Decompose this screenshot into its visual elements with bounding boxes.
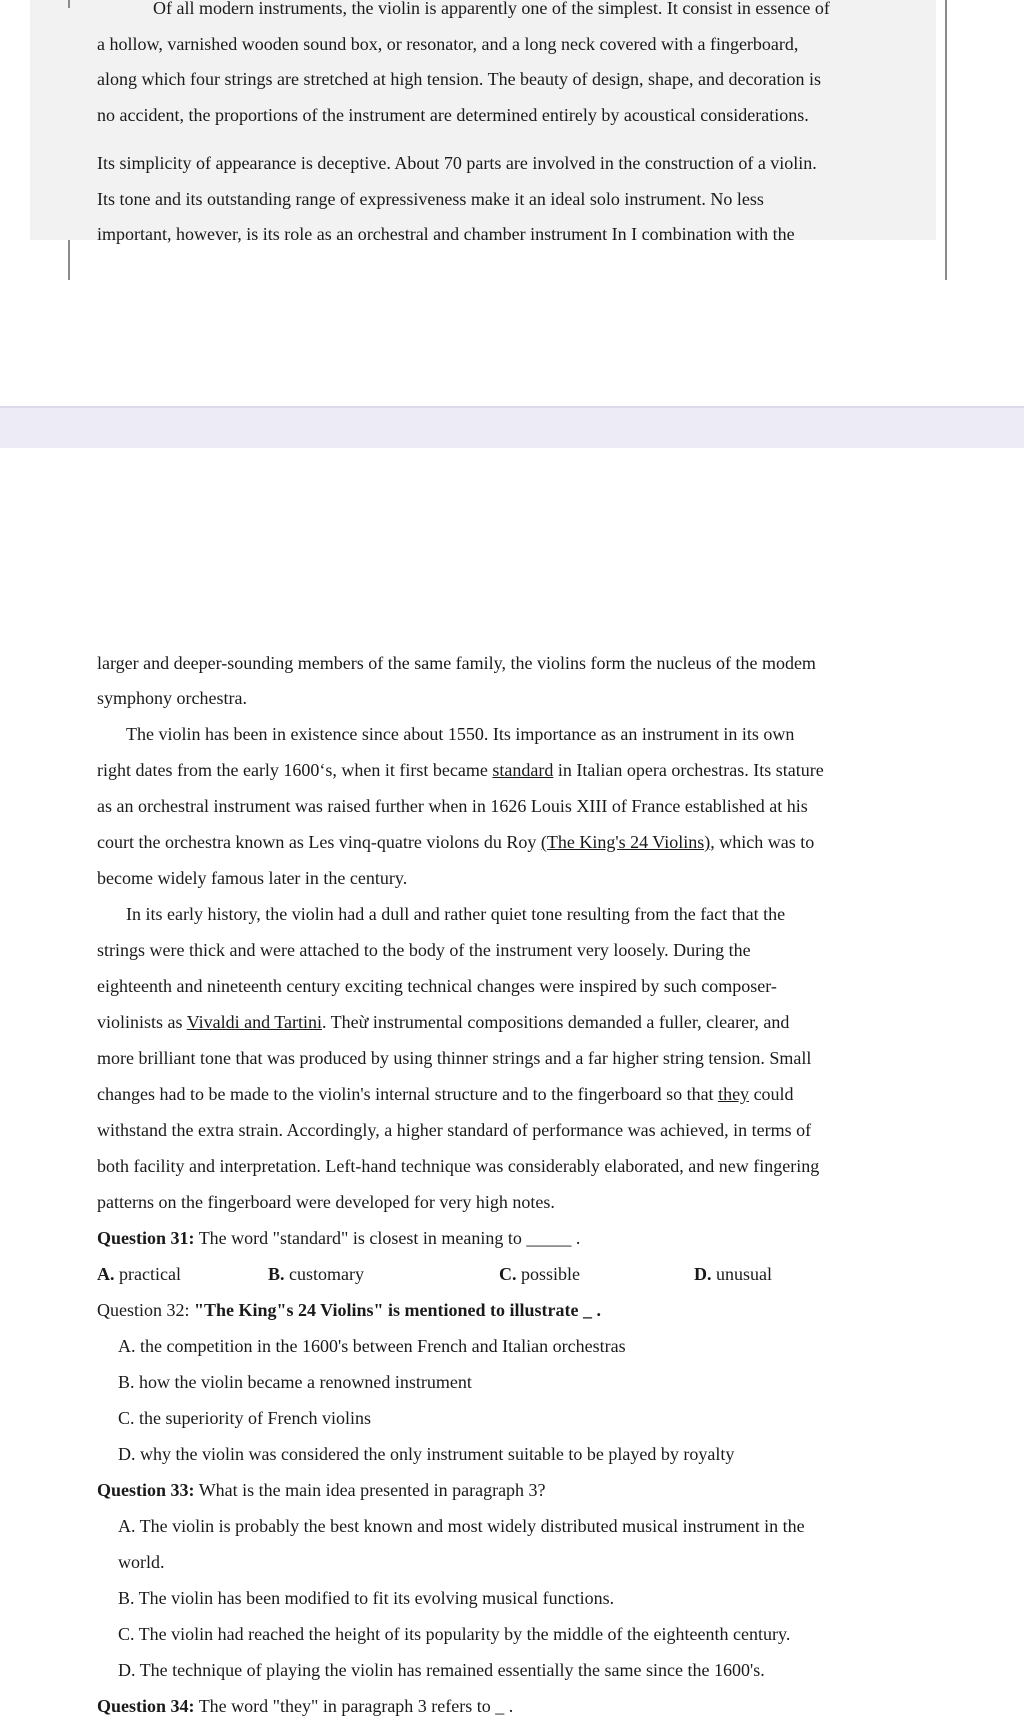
passage-line: Of all modern instruments, the violin is apparently one of the simplest. It consist in essence of xyxy=(153,0,830,18)
q31-option-d[interactable]: D. unusual xyxy=(694,1264,772,1284)
frame-rule xyxy=(68,240,70,280)
q32-option-c[interactable]: C. the superiority of French violins xyxy=(118,1408,371,1428)
passage-line: more brilliant tone that was produced by using thinner strings and a far higher string tension. Small xyxy=(97,1048,812,1068)
passage-line: violinists as Vivaldi and Tartini. Theừ instrumental compositions demanded a fuller, clearer, and xyxy=(97,1012,790,1032)
passage-line: important, however, is its role as an orchestral and chamber instrument In I combination with the xyxy=(97,224,795,244)
passage-line: a hollow, varnished wooden sound box, or resonator, and a long neck covered with a fingerboard, xyxy=(97,34,799,54)
passage-line: changes had to be made to the violin's internal structure and to the fingerboard so that they could xyxy=(97,1084,794,1104)
underlined-phrase-kings-violins: (The King's 24 Violins) xyxy=(540,832,711,852)
q31-option-c[interactable]: C. possible xyxy=(499,1264,581,1284)
passage-line: as an orchestral instrument was raised further when in 1626 Louis XIII of France established at his xyxy=(97,796,808,816)
q33-option-d[interactable]: D. The technique of playing the violin has remained essentially the same since the 1600's. xyxy=(118,1660,765,1680)
page-separator-band xyxy=(0,406,1024,448)
underlined-phrase-vivaldi-tartini: Vivaldi and Tartini xyxy=(186,1012,322,1032)
q31-option-b[interactable]: B. customary xyxy=(268,1264,364,1284)
q32-option-b[interactable]: B. how the violin became a renowned instrument xyxy=(118,1372,472,1392)
passage-line: right dates from the early 1600‘s, when it first became standard in Italian opera orchestras. Its stature xyxy=(97,760,824,780)
q33-option-a[interactable]: A. The violin is probably the best known and most widely distributed musical instrument in the xyxy=(118,1516,805,1536)
q31-option-a[interactable]: A. practical xyxy=(97,1264,181,1284)
question-32: Question 32: "The King"s 24 Violins" is mentioned to illustrate _ . xyxy=(97,1300,602,1320)
q32-option-a[interactable]: A. the competition in the 1600's between French and Italian orchestras xyxy=(118,1336,626,1356)
underlined-word-standard: standard xyxy=(492,760,554,780)
passage-line: In its early history, the violin had a dull and rather quiet tone resulting from the fact that the xyxy=(126,904,786,924)
passage-line: withstand the extra strain. Accordingly, a higher standard of performance was achieved, in terms of xyxy=(97,1120,812,1140)
passage-line: no accident, the proportions of the instrument are determined entirely by acoustical considerations. xyxy=(97,105,809,125)
passage-line: The violin has been in existence since about 1550. Its importance as an instrument in its own xyxy=(126,724,795,744)
question-31: Question 31: The word "standard" is closest in meaning to _____ . xyxy=(97,1228,581,1248)
passage-line: court the orchestra known as Les vinq-quatre violons du Roy (The King's 24 Violins), which was to xyxy=(97,832,815,852)
passage-line: become widely famous later in the century. xyxy=(97,868,408,888)
passage-line: Its tone and its outstanding range of expressiveness make it an ideal solo instrument. No less xyxy=(97,189,764,209)
passage-line: both facility and interpretation. Left-hand technique was considerably elaborated, and new fingering xyxy=(97,1156,820,1176)
question-34: Question 34: The word "they" in paragraph 3 refers to _ . xyxy=(97,1696,514,1716)
passage-line: along which four strings are stretched at high tension. The beauty of design, shape, and decoration is xyxy=(97,69,821,89)
q33-option-c[interactable]: C. The violin had reached the height of its popularity by the middle of the eighteenth century. xyxy=(118,1624,791,1644)
passage-line: strings were thick and were attached to the body of the instrument very loosely. During the xyxy=(97,940,751,960)
frame-rule xyxy=(68,0,70,8)
frame-rule xyxy=(945,0,947,280)
question-33: Question 33: What is the main idea presented in paragraph 3? xyxy=(97,1480,546,1500)
passage-line: patterns on the fingerboard were developed for very high notes. xyxy=(97,1192,555,1212)
passage-line: eighteenth and nineteenth century exciting technical changes were inspired by such composer- xyxy=(97,976,777,996)
q32-option-d[interactable]: D. why the violin was considered the only instrument suitable to be played by royalty xyxy=(118,1444,735,1464)
passage-line: Its simplicity of appearance is deceptive. About 70 parts are involved in the construction of a violin. xyxy=(97,153,817,173)
underlined-word-they: they xyxy=(718,1084,750,1104)
q33-option-b[interactable]: B. The violin has been modified to fit its evolving musical functions. xyxy=(118,1588,615,1608)
passage-line: symphony orchestra. xyxy=(97,688,247,708)
q33-option-a-cont[interactable]: world. xyxy=(118,1552,165,1572)
passage-line: larger and deeper-sounding members of the same family, the violins form the nucleus of the modem xyxy=(97,653,816,673)
